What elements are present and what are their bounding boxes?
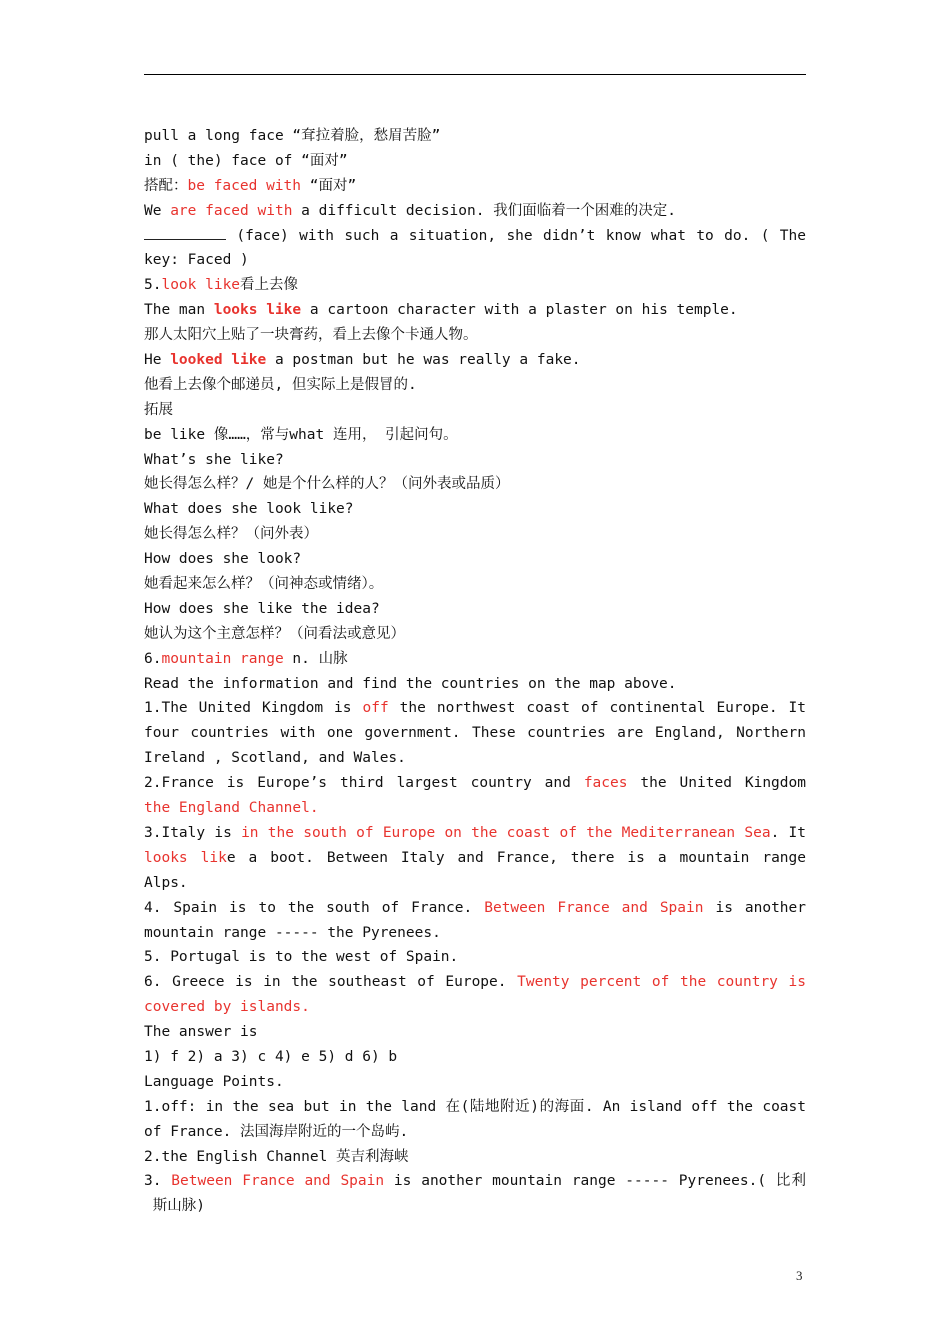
text-segment: 5. Portugal is to the west of Spain. (144, 949, 459, 966)
text-line-l10 (144, 348, 806, 373)
text-segment: the northwest coast of continental Europe. It (399, 700, 806, 717)
text-segment: 1) f 2) a 3) c 4) e 5) d 6) b (144, 1048, 398, 1065)
text-line-l25 (144, 721, 806, 746)
text-segment: n. 山脉 (283, 650, 348, 667)
text-line-l07 (144, 273, 806, 298)
text-segment: is another (703, 899, 806, 916)
text-segment: (face) with such a situation, she didn’t know what to do. ( The (226, 227, 806, 244)
text-line-l17 (144, 522, 806, 547)
text-line-l39 (144, 1070, 806, 1095)
highlighted-phrase: the England Channel. (144, 800, 319, 817)
text-segment: The answer is (144, 1024, 258, 1041)
text-line-l32 (144, 896, 806, 921)
document-body (144, 124, 806, 1219)
text-segment: . It (770, 824, 806, 841)
text-segment: the United Kingdom (640, 775, 806, 792)
text-line-l13 (144, 423, 806, 448)
text-line-l12 (144, 398, 806, 423)
text-line-l22 (144, 647, 806, 672)
text-segment: He (144, 352, 171, 369)
text-segment: How does she look? (144, 551, 302, 568)
text-line-l40 (144, 1095, 806, 1120)
text-segment: key: Faced ) (144, 252, 249, 269)
highlighted-phrase: Between France and Spain (171, 1173, 385, 1190)
text-segment: 6. (144, 650, 162, 667)
highlighted-phrase: looks lik (144, 849, 227, 866)
text-segment: a postman but he was really a fake. (266, 352, 581, 369)
text-segment: What does she look like? (144, 501, 354, 518)
text-line-l14 (144, 448, 806, 473)
highlighted-phrase: mountain range (161, 650, 284, 667)
text-segment: Language Points. (144, 1073, 284, 1090)
text-segment: 他看上去像个邮递员, 但实际上是假冒的. (144, 376, 417, 393)
text-segment: 2.the English Channel 英吉利海峡 (144, 1148, 409, 1165)
highlighted-phrase: Twenty percent of the country is (517, 974, 806, 991)
text-line-l05 (144, 224, 806, 249)
text-line-l29 (144, 821, 806, 846)
text-line-l37 (144, 1020, 806, 1045)
text-line-l03 (144, 174, 806, 199)
highlighted-phrase: look like (161, 277, 241, 294)
highlighted-phrase: looked like (170, 352, 267, 369)
highlighted-phrase: in the south of Europe on the coast of the Mediterranean Sea (241, 824, 771, 841)
text-line-l33 (144, 921, 806, 946)
text-segment: 她长得怎么样？（问外表） (144, 526, 318, 543)
text-segment: 她长得怎么样？/ 她是个什么样的人？（问外表或品质） (144, 476, 510, 493)
text-segment: 搭配： (144, 177, 188, 194)
text-segment: mountain range ----- the Pyrenees. (144, 924, 441, 941)
text-segment: 1.The United Kingdom is (144, 700, 363, 717)
text-segment: 2.France is Europe’s third largest country and (144, 775, 584, 792)
text-line-l42 (144, 1145, 806, 1170)
text-segment: pull a long face “耷拉着脸，愁眉苦脸” (144, 128, 441, 144)
text-segment: 1.off: in the sea but in the land 在(陆地附近)的海面. An island off the coast (144, 1098, 806, 1115)
text-segment: 她看起来怎么样？（问神态或情绪）。 (144, 576, 384, 593)
text-line-l31 (144, 871, 806, 896)
highlighted-phrase: covered by islands. (144, 999, 310, 1016)
text-segment: Ireland , Scotland, and Wales. (144, 750, 406, 767)
page-number: 3 (796, 1268, 803, 1283)
text-segment: 那人太阳穴上贴了一块膏药，看上去像个卡通人物。 (144, 327, 478, 344)
text-line-l19 (144, 572, 806, 597)
text-line-l23 (144, 672, 806, 697)
text-line-l28 (144, 796, 806, 821)
highlighted-phrase: are faced with (170, 202, 293, 219)
text-segment: “面对” (301, 177, 357, 194)
text-segment: is another mountain range ----- Pyrenees.( 比利 (393, 1173, 806, 1190)
text-line-l16 (144, 497, 806, 522)
text-segment: in ( the) face of “面对” (144, 152, 348, 169)
text-segment: 3. (144, 1173, 172, 1190)
text-line-l36 (144, 995, 806, 1020)
text-segment: 斯山脉) (144, 1198, 205, 1215)
text-line-l08 (144, 298, 806, 323)
text-segment: How does she like the idea? (144, 600, 380, 617)
text-line-l04 (144, 199, 806, 224)
text-line-l26 (144, 746, 806, 771)
text-segment: be like 像……，常与what 连用， 引起问句。 (144, 426, 458, 443)
text-line-l38 (144, 1045, 806, 1070)
highlighted-phrase: off (362, 700, 389, 717)
text-segment: 3.Italy is (144, 824, 242, 841)
text-line-l11 (144, 373, 806, 398)
text-line-l15 (144, 472, 806, 497)
text-segment: four countries with one government. These countries are England, Northern (144, 725, 806, 742)
highlighted-phrase: be faced with (187, 177, 301, 194)
text-line-l30 (144, 846, 806, 871)
text-segment: 6. Greece is in the southeast of Europe. (144, 974, 518, 991)
highlighted-phrase: looks like (213, 302, 302, 319)
text-line-l02 (144, 149, 806, 174)
text-line-l35 (144, 970, 806, 995)
text-line-l27 (144, 771, 806, 796)
text-segment: What’s she like? (144, 451, 284, 468)
text-segment: a cartoon character with a plaster on his temple. (301, 302, 738, 319)
text-segment: a difficult decision. 我们面临着一个困难的决定. (292, 202, 676, 219)
text-segment: Alps. (144, 874, 188, 891)
text-line-l20 (144, 597, 806, 622)
text-segment: Read the information and find the countries on the map above. (144, 675, 677, 692)
text-segment: 她认为这个主意怎样？（问看法或意见） (144, 625, 405, 642)
text-segment: 5. (144, 277, 162, 294)
header-rule (144, 74, 806, 75)
text-segment: of France. 法国海岸附近的一个岛屿. (144, 1123, 409, 1140)
highlighted-phrase: faces (583, 775, 628, 792)
text-segment: 4. Spain is to the south of France. (144, 899, 485, 916)
text-line-l18 (144, 547, 806, 572)
text-line-l34 (144, 945, 806, 970)
text-line-l41 (144, 1120, 806, 1145)
text-segment: e a boot. Between Italy and France, there is a mountain range (226, 849, 806, 866)
text-line-l21 (144, 622, 806, 647)
text-line-l24 (144, 696, 806, 721)
text-segment: The man (144, 302, 214, 319)
text-line-l01 (144, 124, 806, 149)
text-line-l43 (144, 1169, 806, 1194)
text-segment: We (144, 202, 171, 219)
text-segment: 拓展 (144, 401, 173, 418)
text-line-l44 (144, 1194, 806, 1219)
text-segment: 看上去像 (240, 277, 299, 294)
text-line-l09 (144, 323, 806, 348)
text-line-l06 (144, 248, 806, 273)
highlighted-phrase: Between France and Spain (484, 899, 704, 916)
fill-in-blank (144, 225, 226, 240)
